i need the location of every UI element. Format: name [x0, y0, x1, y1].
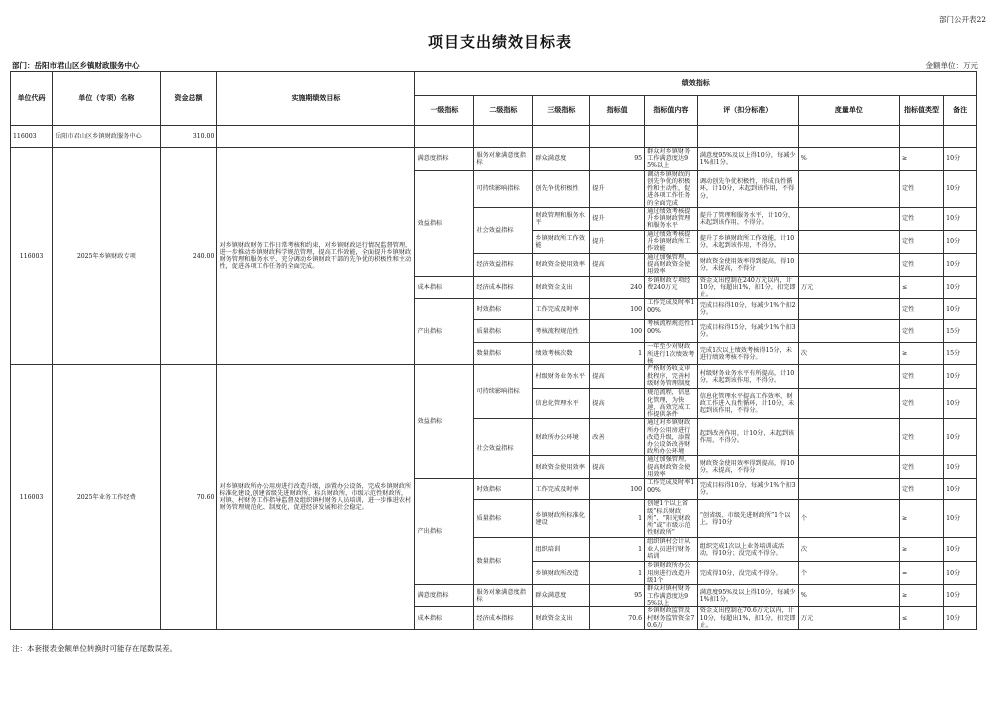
p1-type: ≤ — [899, 277, 943, 299]
p1-unit — [798, 299, 899, 320]
p2-remark: 10分 — [944, 479, 977, 500]
p1-l1-benefit: 效益指标 — [415, 171, 474, 277]
p2-l2-sustain: 可持续影响指标 — [474, 365, 533, 419]
p1-l3: 财政资金支出 — [533, 277, 590, 299]
project1-goal: 对乡镇财政财务工作日常考核和约束，对乡镇财政运行情况监督管理，进一步推动乡镇财政科学规范管理，提高工作效能，全面提升乡镇财政财务管理和服务水平，充分调动乡镇财政干部的先争优的积极性和主动性，促进各项工作任务的全面完成。 — [217, 148, 415, 365]
p1-val: 100 — [590, 299, 645, 320]
p1-val: 提升 — [590, 231, 645, 254]
p1-l3: 财政资金使用效率 — [533, 254, 590, 277]
p1-unit — [798, 254, 899, 277]
header-measure: 度量单位 — [798, 96, 899, 126]
p1-type: 定性 — [899, 320, 943, 343]
p2-content: 乡镇财政所办公用房进行改造升级1个 — [645, 562, 698, 585]
p1-content: 考核流程规范性100% — [645, 320, 698, 343]
header-indicators: 绩效指标 — [415, 72, 977, 96]
p1-val: 100 — [590, 320, 645, 343]
p2-l2-quality: 质量指标 — [474, 500, 533, 538]
p1-content: 通过加强管理，提高财政资金使用效率 — [645, 254, 698, 277]
p1-l1-satisfaction: 满意度指标 — [415, 148, 474, 171]
p1-l3: 考核流程规范性 — [533, 320, 590, 343]
p2-remark: 10分 — [944, 419, 977, 456]
p2-remark: 10分 — [944, 585, 977, 607]
p2-remark: 10分 — [944, 500, 977, 538]
p2-l3: 组织培训 — [533, 538, 590, 562]
page-corner-label: 部门公开表22 — [938, 15, 986, 24]
p2-remark: 10分 — [944, 389, 977, 419]
p2-l1-satisfaction: 满意度指标 — [415, 585, 474, 607]
p1-type: ≥ — [899, 148, 943, 171]
project2-code: 116003 — [11, 365, 53, 629]
p1-val: 95 — [590, 148, 645, 171]
summary-total: 310.00 — [160, 126, 217, 148]
summary-code: 116003 — [11, 126, 53, 148]
p2-unit: % — [798, 585, 899, 607]
p1-unit: 万元 — [798, 277, 899, 299]
p2-l3: 工作完成及时率 — [533, 479, 590, 500]
p2-val: 改善 — [590, 419, 645, 456]
p2-type: = — [899, 562, 943, 585]
p1-content: 通过绩效考核提升乡镇财政所工作效能 — [645, 231, 698, 254]
p2-remark: 10分 — [944, 456, 977, 479]
p1-remark: 10分 — [944, 148, 977, 171]
p1-type: 定性 — [899, 299, 943, 320]
summary-row — [11, 126, 977, 148]
p2-unit — [798, 389, 899, 419]
p2-l2-social: 社会效益指标 — [474, 419, 533, 479]
p1-val: 提升 — [590, 171, 645, 208]
p2-unit — [798, 456, 899, 479]
header-level2: 二级指标 — [474, 96, 533, 126]
p1-val: 提高 — [590, 254, 645, 277]
p2-val: 100 — [590, 479, 645, 500]
p2-score: 财政资金使用效率得到提高，得10分，未提高，不得分 — [697, 456, 798, 479]
p1-val: 1 — [590, 343, 645, 365]
p1-type: 定性 — [899, 231, 943, 254]
table-row — [11, 365, 977, 389]
summary-name: 岳阳市君山区乡镇财政服务中心 — [53, 126, 160, 148]
p2-remark: 10分 — [944, 607, 977, 629]
p1-type: 定性 — [899, 208, 943, 231]
p2-val: 1 — [590, 538, 645, 562]
p2-remark: 10分 — [944, 538, 977, 562]
p1-content: 调动乡镇财政的创先争优的积极性和主动性，促进各项工作任务的全面完成 — [645, 171, 698, 208]
p2-l3: 群众满意度 — [533, 585, 590, 607]
p2-type: 定性 — [899, 365, 943, 389]
header-content: 指标值内容 — [645, 96, 698, 126]
p2-score: 村级财务业务水平有所提高，计10分，未起到该作用，不得分。 — [697, 365, 798, 389]
header-type: 指标值类型 — [899, 96, 943, 126]
header-level3: 三级指标 — [533, 96, 590, 126]
p1-unit — [798, 231, 899, 254]
p1-content: 一年至少对财政所进行1次绩效考核 — [645, 343, 698, 365]
p2-l1-output: 产出指标 — [415, 479, 474, 585]
p2-l3: 乡镇财政所标准化建设 — [533, 500, 590, 538]
p2-content: 严格财务收支审批程序，完善村级财务管理制度 — [645, 365, 698, 389]
p2-content: 工作完成及时率100% — [645, 479, 698, 500]
p2-type: 定性 — [899, 419, 943, 456]
p2-unit: 次 — [798, 538, 899, 562]
p2-score: “创省级、市级先进财政所”1个以上，得10分 — [697, 500, 798, 538]
p1-content: 工作完成及时率100% — [645, 299, 698, 320]
p1-remark: 10分 — [944, 208, 977, 231]
p1-remark: 15分 — [944, 343, 977, 365]
header-unit-name: 单位（专项）名称 — [53, 72, 160, 126]
p2-l3: 财政所办公环境 — [533, 419, 590, 456]
table-row — [11, 148, 977, 171]
header-unit-code: 单位代码 — [11, 72, 53, 126]
p2-l2-time: 时效指标 — [474, 479, 533, 500]
p1-l1-output: 产出指标 — [415, 299, 474, 365]
p2-score: 完成目标得10分，每减少1%个扣3分。 — [697, 479, 798, 500]
p2-l3: 乡镇财政所改造 — [533, 562, 590, 585]
p1-content: 乡镇财政专项经费240万元 — [645, 277, 698, 299]
p1-l3: 财政管理和服务水平 — [533, 208, 590, 231]
p2-content: 通过加强管理，提高财政资金使用效率 — [645, 456, 698, 479]
header-scoring: 评（扣分标准） — [697, 96, 798, 126]
p1-l3: 工作完成及时率 — [533, 299, 590, 320]
p2-val: 1 — [590, 500, 645, 538]
p2-unit — [798, 365, 899, 389]
p2-l2-quantity: 数量指标 — [474, 538, 533, 585]
p2-l3: 信息化管理水平 — [533, 389, 590, 419]
p2-score: 组织完成1次以上业务培训或活动，得10分；没完成不得分。 — [697, 538, 798, 562]
p1-l3: 绩效考核次数 — [533, 343, 590, 365]
p1-unit: % — [798, 148, 899, 171]
p2-type: 定性 — [899, 456, 943, 479]
p2-val: 提高 — [590, 389, 645, 419]
p2-content: 乡镇财政监管及村财务监管资金70.6万 — [645, 607, 698, 629]
p2-l1-cost: 成本指标 — [415, 607, 474, 629]
p1-content: 通过绩效考核提升乡镇财政管理和服务水平 — [645, 208, 698, 231]
p1-unit: 次 — [798, 343, 899, 365]
p2-type: ≥ — [899, 500, 943, 538]
p1-score: 调动创先争优积极性，形成良性循环，计10分，未起到该作用，不得分。 — [697, 171, 798, 208]
p1-l3: 创先争优积极性 — [533, 171, 590, 208]
p2-score: 资金支出控制在70.6万元以内，计10分，每超出1%，扣1分，扣完即止。 — [697, 607, 798, 629]
p1-score: 完成1次以上绩效考核得15分，未进行绩效考核不得分。 — [697, 343, 798, 365]
p2-val: 1 — [590, 562, 645, 585]
p1-l3: 群众满意度 — [533, 148, 590, 171]
p2-type: ≤ — [899, 607, 943, 629]
p1-l2-social: 社会效益指标 — [474, 208, 533, 254]
p2-type: 定性 — [899, 479, 943, 500]
p1-unit — [798, 208, 899, 231]
p1-l2-economic: 经济效益指标 — [474, 254, 533, 277]
p1-remark: 10分 — [944, 277, 977, 299]
project2-name: 2025年业务工作经费 — [53, 365, 160, 629]
project1-name: 2025年乡镇财政专项 — [53, 148, 160, 365]
project2-goal: 对乡镇财政所办公用房进行改造升级，添置办公设备，完成乡镇财政所标准化建设,创建省级先进财政所、标兵财政所，市级示范性财政所，对镇、村财务工作指导监督及组织镇村财务人员培训，进一步推进农村财务管理规范化、制度化，促进经济发展和社会稳定。 — [217, 365, 415, 629]
p1-content: 群众对乡镇财务工作满意度达95%以上 — [645, 148, 698, 171]
p2-score: 信息化管理水平提高工作效率，财政工作进入良性循环，计10分，未起到该作用，不得分。 — [697, 389, 798, 419]
p1-remark: 10分 — [944, 299, 977, 320]
p1-l2-sustain: 可持续影响指标 — [474, 171, 533, 208]
p1-score: 满意度95%及以上得10分，每减少1%扣1分。 — [697, 148, 798, 171]
p2-unit: 个 — [798, 562, 899, 585]
p2-l3: 财政资金使用效率 — [533, 456, 590, 479]
p2-l2-satisfaction: 服务对象满意度指标 — [474, 585, 533, 607]
p1-type: 定性 — [899, 171, 943, 208]
p2-content: 创建1个以上省级“标兵财政所”、“阳光财政所”或“市级示范性财政所” — [645, 500, 698, 538]
header-level1: 一级指标 — [415, 96, 474, 126]
p1-type: ≥ — [899, 343, 943, 365]
p2-val: 70.6 — [590, 607, 645, 629]
p1-l2-satisfaction: 服务对象满意度指标 — [474, 148, 533, 171]
header-value: 指标值 — [590, 96, 645, 126]
p2-l1-benefit: 效益指标 — [415, 365, 474, 479]
p2-score: 满意度95%及以上得10分，每减少1%扣1分。 — [697, 585, 798, 607]
p2-unit: 个 — [798, 500, 899, 538]
p2-val: 提高 — [590, 365, 645, 389]
p2-l3: 村级财务业务水平 — [533, 365, 590, 389]
p1-remark: 10分 — [944, 231, 977, 254]
p1-score: 提升了管理和服务水平，计10分，未起到该作用，不得分。 — [697, 208, 798, 231]
page-title: 项目支出绩效目标表 — [427, 33, 572, 51]
p2-type: ≥ — [899, 585, 943, 607]
p2-unit: 万元 — [798, 607, 899, 629]
p1-score: 完成目标得15分，每减少1%个扣3分。 — [697, 320, 798, 343]
p1-l3: 乡镇财政所工作效能 — [533, 231, 590, 254]
p2-val: 提高 — [590, 456, 645, 479]
p1-l2-quantity: 数量指标 — [474, 343, 533, 365]
header-remark: 备注 — [944, 96, 977, 126]
project1-code: 116003 — [11, 148, 53, 365]
project2-total: 70.60 — [160, 365, 217, 629]
p1-l2-time: 时效指标 — [474, 299, 533, 320]
p2-content: 规范流程，信息化管理，为快速、高效完成工作提供条件 — [645, 389, 698, 419]
p2-type: 定性 — [899, 389, 943, 419]
p1-unit — [798, 171, 899, 208]
p1-remark: 15分 — [944, 320, 977, 343]
footnote: 注：本套报表金额单位转换时可能存在尾数误差。 — [12, 644, 177, 653]
p2-score: 起到改善作用，计10分，未起到该作用，不得分。 — [697, 419, 798, 456]
p1-val: 240 — [590, 277, 645, 299]
p1-l1-cost: 成本指标 — [415, 277, 474, 299]
p2-unit — [798, 419, 899, 456]
performance-table — [10, 71, 977, 630]
project1-total: 240.00 — [160, 148, 217, 365]
p1-type: 定性 — [899, 254, 943, 277]
p2-content: 通过对乡镇财政所办公用房进行改造升级，添置办公设备改善财政所办公环境 — [645, 419, 698, 456]
p2-content: 组织镇村会计从业人员进行财务培训 — [645, 538, 698, 562]
p1-unit — [798, 320, 899, 343]
p2-content: 群众对镇村财务工作满意度达95%以上 — [645, 585, 698, 607]
p1-remark: 10分 — [944, 171, 977, 208]
department-label: 部门：岳阳市君山区乡镇财政服务中心 — [12, 61, 140, 70]
p1-score: 完成目标得10分，每减少1%个扣2分。 — [697, 299, 798, 320]
p1-score: 财政资金使用效率得到提高，得10分，未提高，不得分 — [697, 254, 798, 277]
p2-l3: 财政资金支出 — [533, 607, 590, 629]
p2-remark: 10分 — [944, 365, 977, 389]
amount-unit-label: 金额单位：万元 — [925, 61, 978, 70]
header-goal: 实施期绩效目标 — [217, 72, 415, 126]
p2-val: 95 — [590, 585, 645, 607]
p2-type: ≥ — [899, 538, 943, 562]
p1-remark: 10分 — [944, 254, 977, 277]
p2-l2-econcost: 经济成本指标 — [474, 607, 533, 629]
header-total-funds: 资金总额 — [160, 72, 217, 126]
p1-score: 资金支出控制在240万元以内，计10分，每超出1%，扣1分，扣完即止。 — [697, 277, 798, 299]
p1-val: 提升 — [590, 208, 645, 231]
p1-score: 提升了乡镇财政所工作效能，计10分，未起到该作用，不得分。 — [697, 231, 798, 254]
p2-unit — [798, 479, 899, 500]
p1-l2-econcost: 经济成本指标 — [474, 277, 533, 299]
p2-remark: 10分 — [944, 562, 977, 585]
p1-l2-quality: 质量指标 — [474, 320, 533, 343]
p2-score: 完成得10分，没完成不得分。 — [697, 562, 798, 585]
